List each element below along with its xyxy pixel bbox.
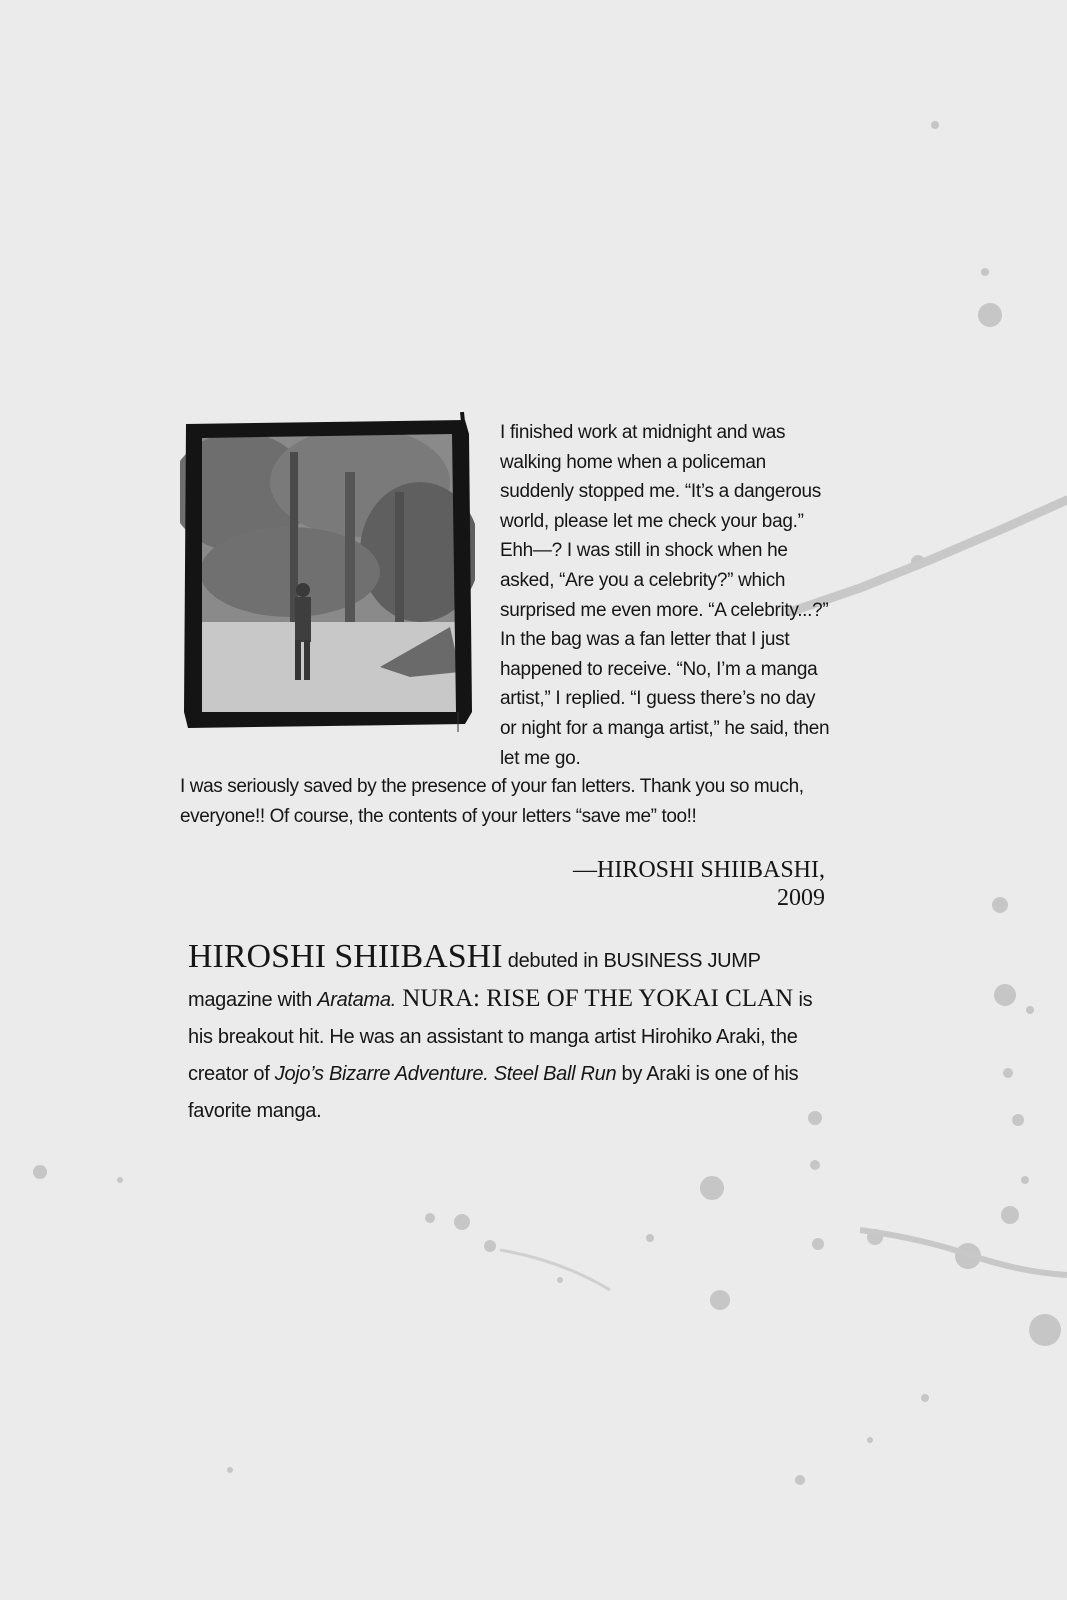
bio-text: is his breakout hit. He was an assistant to manga artist Hirohiko Araki, the creator of [188, 989, 813, 1085]
bio-text: magazine with [188, 989, 318, 1011]
bio-author-name: HIROSHI SHIIBASHI [188, 938, 503, 975]
signature-year: 2009 [777, 885, 825, 911]
author-bio [188, 938, 838, 1130]
bio-magazine: BUSINESS JUMP [603, 950, 761, 972]
author-message-continued: I was seriously saved by the presence of your fan letters. Thank you so much, everyone!! Of course, the contents of your letters “save me” too!! [180, 776, 804, 827]
bio-jojo-title: Jojo’s Bizarre Adventure. [274, 1063, 489, 1085]
bio-text: by Araki is one of his favorite manga. [188, 1063, 799, 1122]
signature [540, 856, 825, 912]
bio-text: debuted in [502, 950, 604, 972]
bio-series-title: NURA: RISE OF THE YOKAI CLAN [395, 985, 794, 1012]
author-message: I finished work at midnight and was walking home when a policeman suddenly stopped me. “It’s a dangerous world, please let me check your bag.” Ehh—? I was still in shock when he asked, “Are you a celebrity?” which surprised me even more. “A celebrity...?” In the bag was a fan letter that I just happened to receive. “No, I’m a manga artist,” I replied. “I guess there’s no day or night for a manga artist,” he said, then let me go. [500, 422, 830, 769]
author-photo [180, 412, 475, 732]
bio-sbr-title: Steel Ball Run [493, 1063, 617, 1085]
signature-name: —HIROSHI SHIIBASHI, [572, 857, 825, 883]
bio-debut-work: Aratama. [317, 989, 396, 1011]
